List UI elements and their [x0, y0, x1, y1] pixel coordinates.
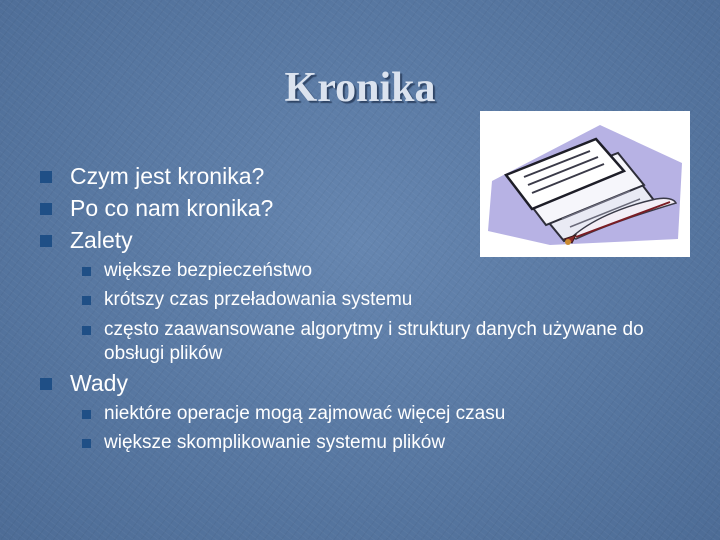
sub-bullet-text: często zaawansowane algorytmy i struktury danych używane do obsługi plików [104, 319, 644, 364]
slide-title: Kronika [284, 65, 436, 111]
bullet-text: Czym jest kronika? [70, 163, 265, 189]
bullet-square-icon [40, 171, 52, 183]
bullet-text: Po co nam kronika? [70, 195, 274, 221]
bullet-square-icon [82, 267, 91, 276]
sub-bullet-text: większe skomplikowanie systemu plików [104, 432, 446, 453]
bullet-square-icon [40, 378, 52, 390]
bullet-square-icon [82, 439, 91, 448]
sub-bullet-text: krótszy czas przeładowania systemu [104, 289, 413, 310]
bullet-square-icon [82, 326, 91, 335]
bullet-square-icon [82, 296, 91, 305]
bullet-square-icon [40, 203, 52, 215]
bullet-text: Wady [70, 370, 128, 396]
bullet-text: Zalety [70, 227, 133, 253]
sub-bullet-text: większe bezpieczeństwo [104, 260, 313, 281]
bullet-square-icon [40, 235, 52, 247]
bullet-square-icon [82, 410, 91, 419]
sub-bullet-text: niektóre operacje mogą zajmować więcej czasu [104, 403, 506, 424]
